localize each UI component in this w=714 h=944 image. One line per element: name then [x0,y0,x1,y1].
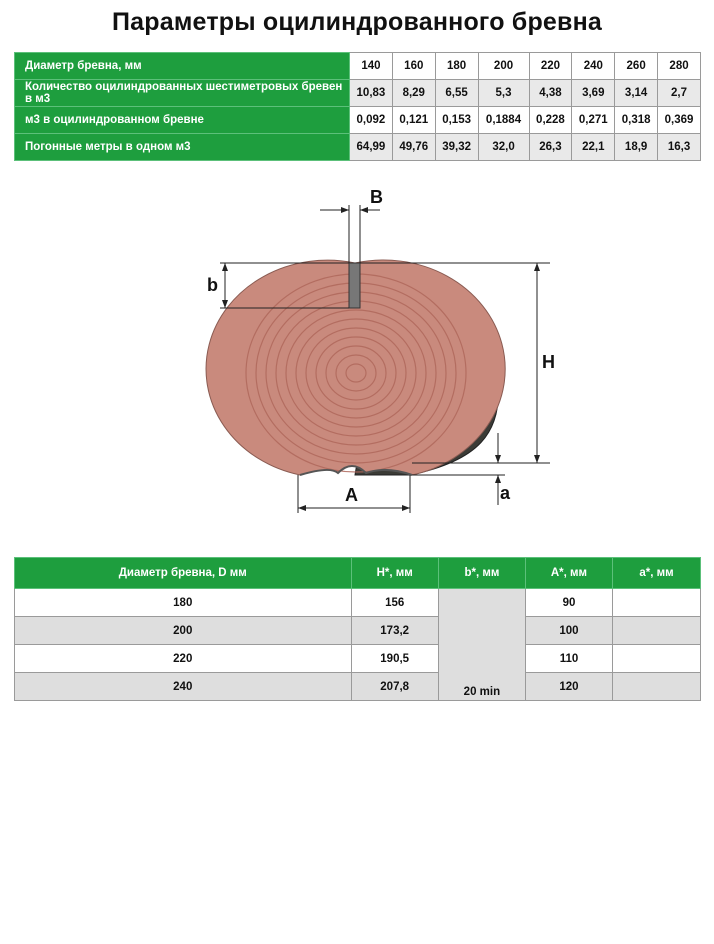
table-row [15,645,701,673]
table-cell: 140 [350,53,393,80]
table-cell: 0,121 [392,107,435,134]
dim-label-B: B [370,187,383,207]
table-cell: 26,3 [529,134,572,161]
table-row [15,673,701,701]
table-row [15,589,701,617]
table-cell: 5,3 [478,80,529,107]
table-cell: 0,369 [658,107,701,134]
column-header: H*, мм [351,558,438,589]
log-parameters-table [14,52,701,161]
dim-label-a: a [500,483,511,503]
table-cell: 32,0 [478,134,529,161]
table-cell: 2,7 [658,80,701,107]
table-cell: 240 [15,673,352,701]
table-cell: 200 [478,53,529,80]
table-cell: 160 [392,53,435,80]
table-cell: 100 [525,617,612,645]
table-cell: 0,092 [350,107,393,134]
table-cell: 0,1884 [478,107,529,134]
table-cell [613,645,701,673]
table-cell: 240 [572,53,615,80]
dim-label-b: b [207,275,218,295]
table-header-row [15,558,701,589]
dim-label-A: A [345,485,358,505]
table-cell: 220 [15,645,352,673]
row-label: Погонные метры в одном м3 [15,134,350,161]
table-cell: 6,55 [435,80,478,107]
row-label: м3 в оцилиндрованном бревне [15,107,350,134]
table-cell: 200 [15,617,352,645]
table-cell: 120 [525,673,612,701]
table-row [15,107,701,134]
table-cell: 0,318 [615,107,658,134]
table-cell: 16,3 [658,134,701,161]
row-label: Количество оцилиндрованных шестиметровых бревен в м3 [15,80,350,107]
column-header: b*, мм [438,558,525,589]
table-cell: 64,99 [350,134,393,161]
column-header: a*, мм [613,558,701,589]
column-header: Диаметр бревна, D мм [15,558,352,589]
table-cell: 90 [525,589,612,617]
top-groove-slot [349,263,360,308]
table-cell [613,617,701,645]
table-cell: 8,29 [392,80,435,107]
table-cell: 0,228 [529,107,572,134]
table-row [15,134,701,161]
table-cell: 3,69 [572,80,615,107]
table-cell: 207,8 [351,673,438,701]
table-cell [613,673,701,701]
groove-dimensions-table [14,557,701,701]
table-row [15,80,701,107]
table-row [15,617,701,645]
table-cell: 10,83 [350,80,393,107]
table-cell: 180 [435,53,478,80]
table-cell: 22,1 [572,134,615,161]
dim-label-H: H [542,352,555,372]
table-row [15,53,701,80]
page-title: Параметры оцилиндрованного бревна [112,8,602,36]
table-cell: 180 [15,589,352,617]
b-value-cell: 20 min [438,589,525,701]
table-cell: 110 [525,645,612,673]
table-cell: 39,32 [435,134,478,161]
table-cell: 0,153 [435,107,478,134]
table-cell: 0,271 [572,107,615,134]
column-header: A*, мм [525,558,612,589]
row-label: Диаметр бревна, мм [15,53,350,80]
table-cell: 280 [658,53,701,80]
table-cell: 49,76 [392,134,435,161]
table-cell: 156 [351,589,438,617]
table-cell: 173,2 [351,617,438,645]
table-cell: 4,38 [529,80,572,107]
table-cell: 3,14 [615,80,658,107]
table-cell: 190,5 [351,645,438,673]
table-cell: 260 [615,53,658,80]
table-cell: 220 [529,53,572,80]
table-cell [613,589,701,617]
log-cross-section-diagram [180,183,560,523]
table-cell: 18,9 [615,134,658,161]
